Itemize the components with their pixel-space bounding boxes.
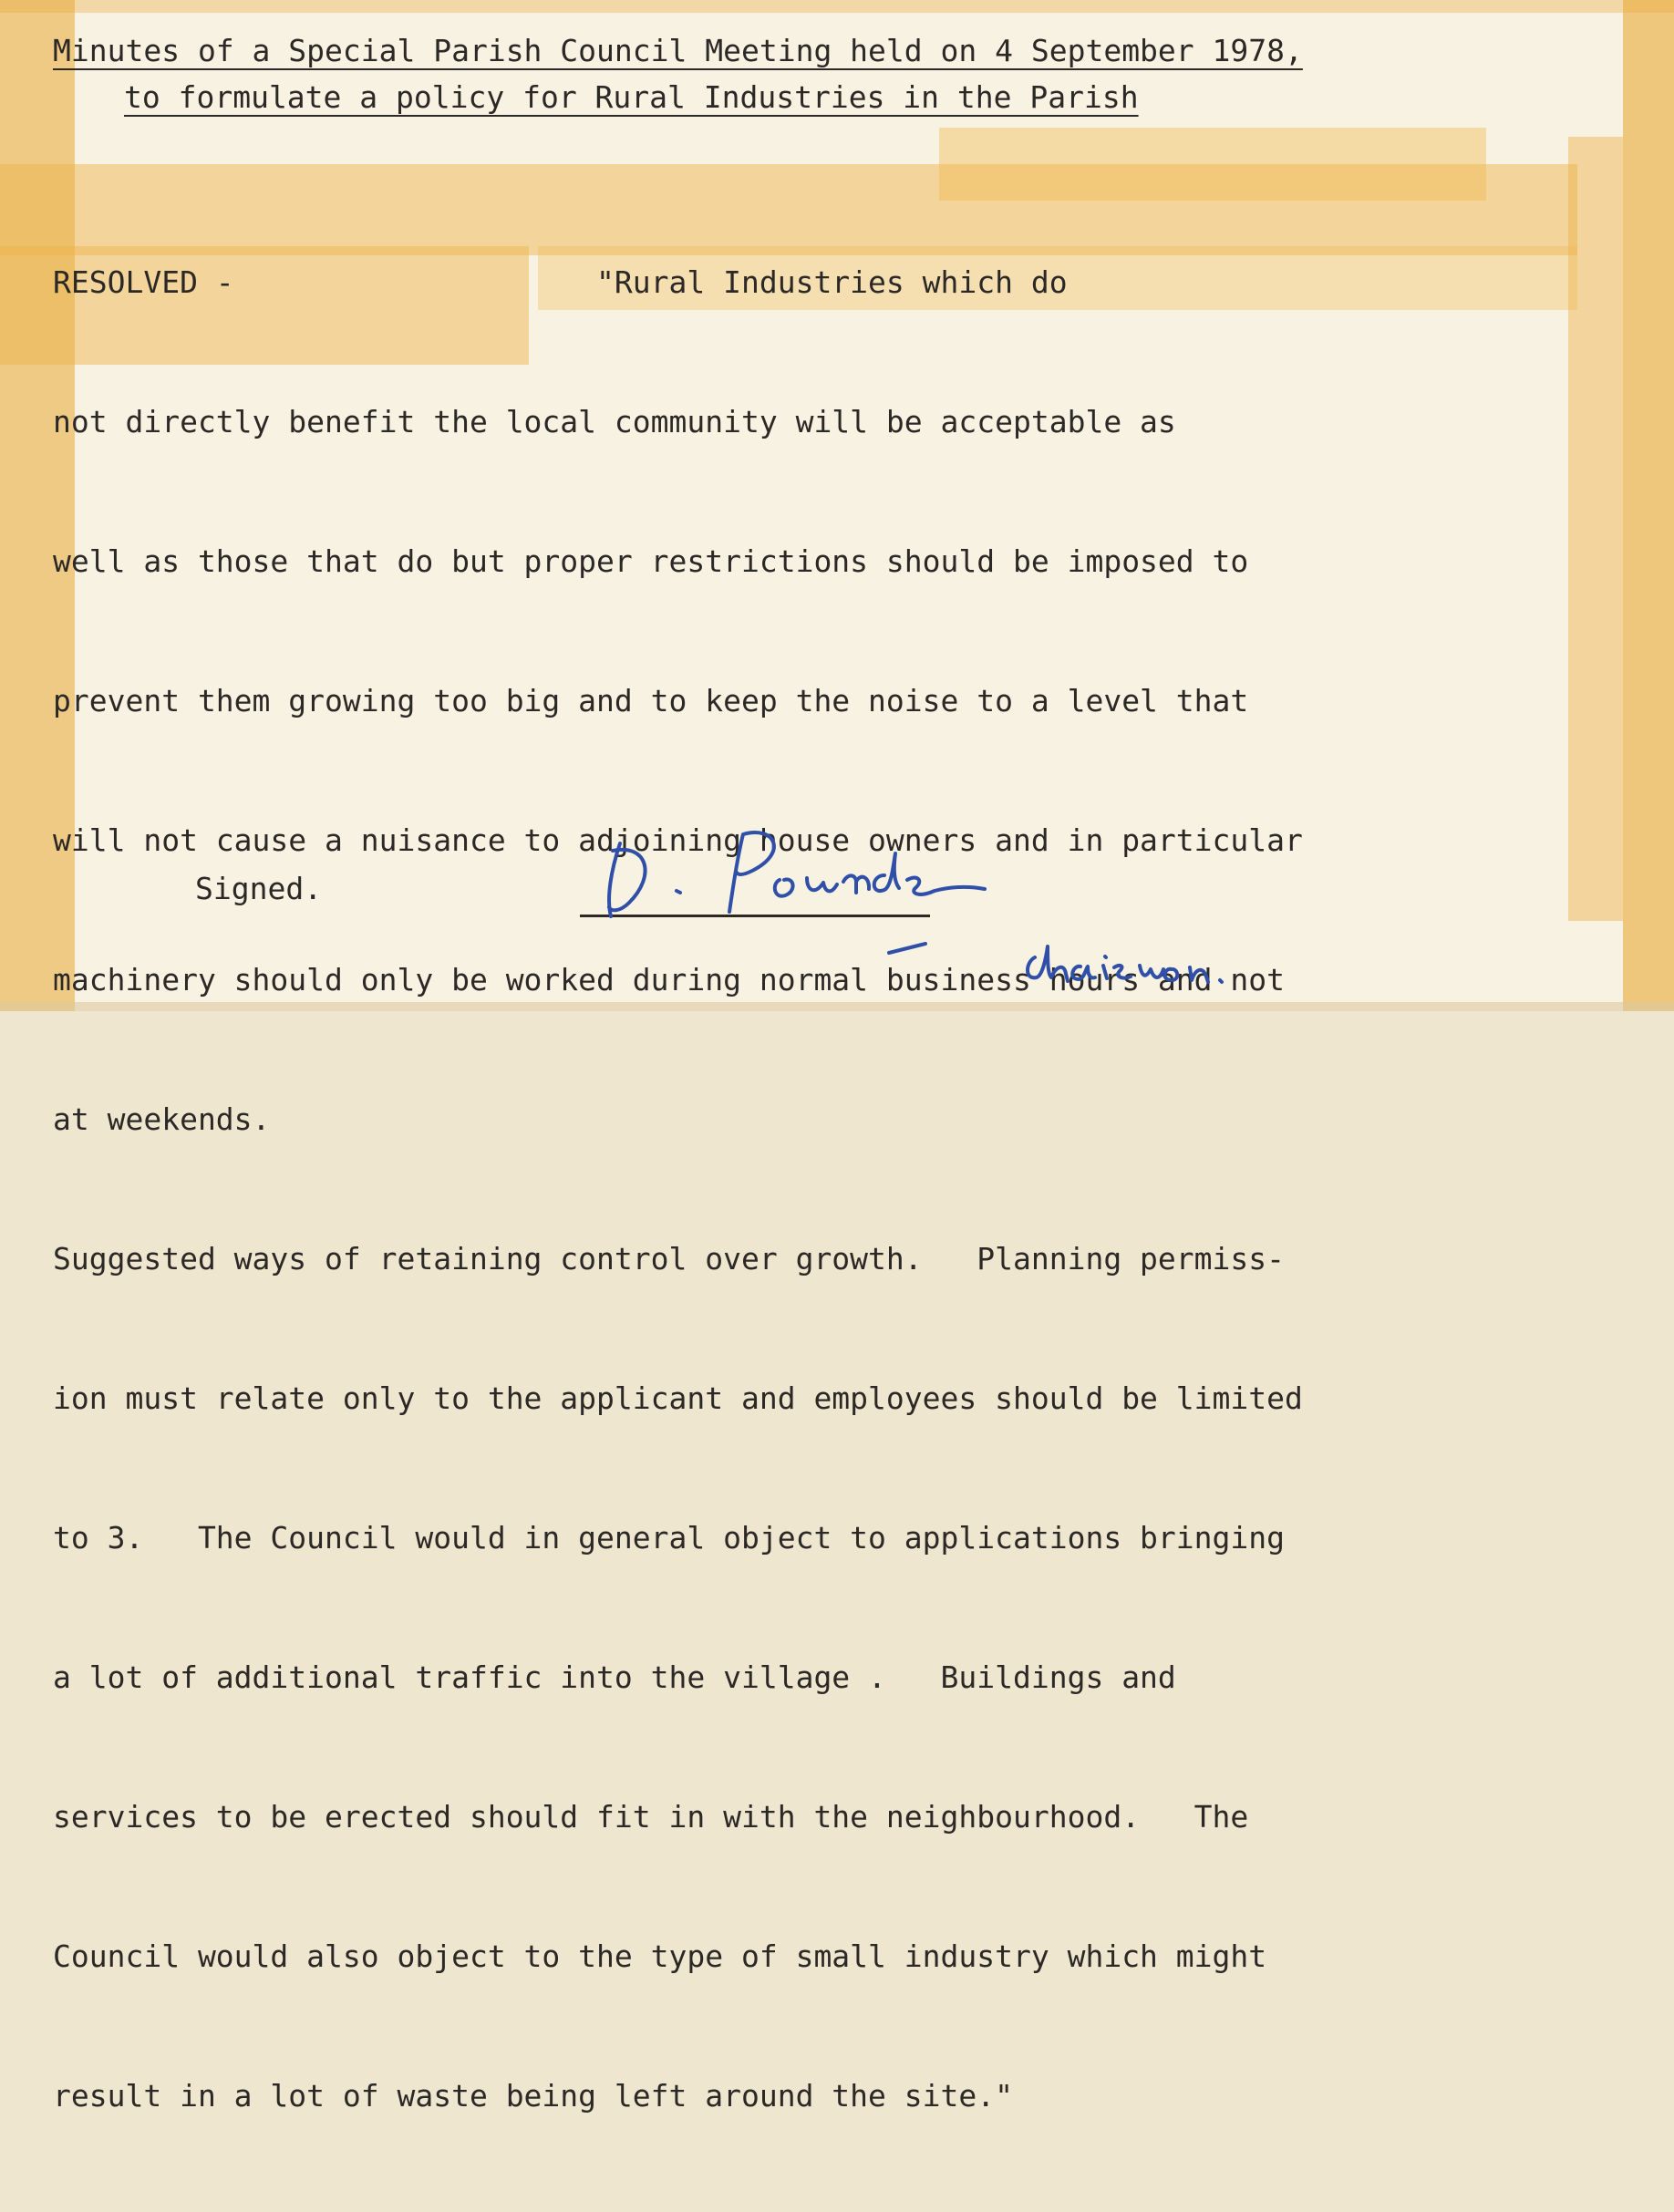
handwritten-signature (593, 825, 1030, 925)
title-line-2 (53, 74, 1639, 120)
title-text: Minutes of a Special Parish Council Meeting held on 4 September 1978, (53, 33, 1303, 68)
minutes-document (53, 27, 1639, 2212)
body-line: prevent them growing too big and to keep the noise to a level that (53, 683, 1249, 718)
body-line: ion must relate only to the applicant and employees should be limited (53, 1380, 1303, 1416)
tape-strip-top (0, 0, 1674, 13)
body-line: Council would also object to the type of small industry which might (53, 1938, 1267, 1974)
title-line-1 (53, 27, 1639, 74)
handwritten-role (875, 925, 1368, 998)
body-line: result in a lot of waste being left around the site." (53, 2078, 1013, 2114)
body-line: services to be erected should fit in with the neighbourhood. The (53, 1799, 1249, 1835)
body-line: Suggested ways of retaining control over growth. Planning permiss- (53, 1241, 1286, 1277)
body-line: a lot of additional traffic into the village . Buildings and (53, 1659, 1176, 1695)
body-line: machinery should only be worked during normal business hours and not (53, 962, 1286, 997)
subtitle-text: to formulate a policy for Rural Industries in the Parish (124, 79, 1139, 115)
body-line: well as those that do but proper restrictions should be imposed to (53, 543, 1249, 579)
body-line: not directly benefit the local community will be acceptable as (53, 404, 1176, 439)
resolution-body (53, 166, 1639, 2212)
body-line: will not cause a nuisance to adjoining house owners and in particular (53, 822, 1303, 858)
body-line: at weekends. (53, 1101, 271, 1137)
body-line: to 3. The Council would in general object to applications bringing (53, 1520, 1286, 1556)
body-line: RESOLVED - "Rural Industries which do (53, 264, 1068, 300)
signed-label: Signed. (195, 871, 323, 906)
